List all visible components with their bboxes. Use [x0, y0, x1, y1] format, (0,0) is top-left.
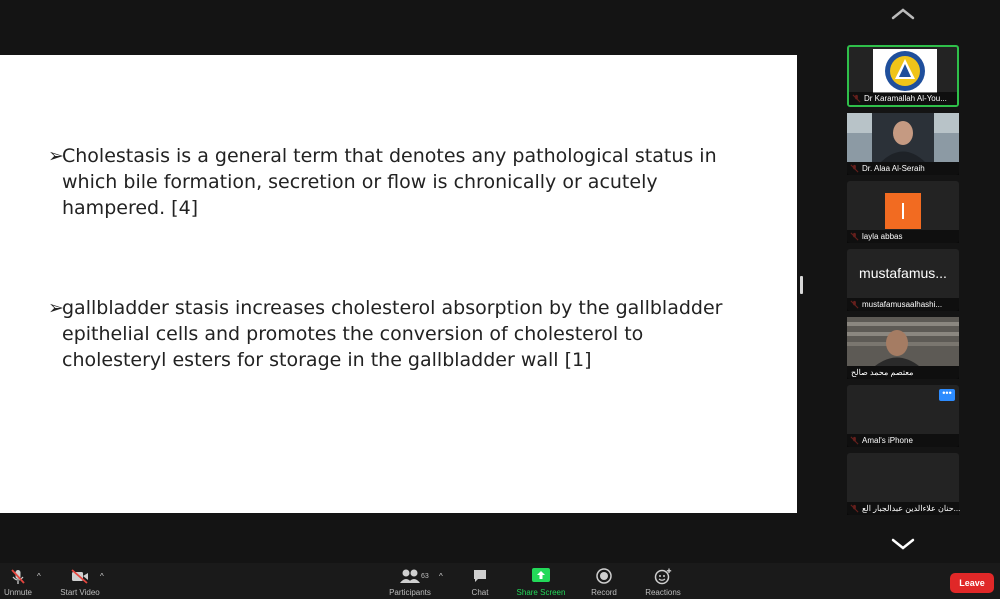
reactions-label: Reactions — [645, 588, 681, 597]
participant-name: Amal's iPhone — [847, 434, 959, 447]
chat-button[interactable] — [462, 563, 498, 599]
video-options-caret-icon[interactable]: ^ — [100, 572, 104, 581]
start-video-button[interactable] — [55, 563, 105, 599]
share-screen-icon — [532, 568, 550, 582]
start-video-label: Start Video — [60, 588, 100, 597]
unmute-button[interactable] — [0, 563, 36, 599]
bullet-arrow-icon: ➢ — [48, 297, 64, 319]
participant-tile[interactable] — [847, 113, 959, 175]
participant-video — [847, 113, 959, 162]
university-logo-icon — [873, 49, 937, 93]
unmute-label: Unmute — [3, 588, 32, 597]
more-options-button[interactable]: ••• — [939, 389, 955, 401]
meeting-toolbar — [0, 563, 1000, 599]
leave-button[interactable]: Leave — [950, 573, 994, 593]
participants-options-caret-icon[interactable]: ^ — [439, 572, 443, 581]
slide-bullet — [48, 295, 748, 373]
record-label: Record — [591, 588, 617, 597]
participant-tile[interactable] — [847, 317, 959, 379]
gallery-down-chevron-icon[interactable] — [888, 533, 918, 555]
profile-avatar — [885, 193, 921, 229]
split-resize-handle[interactable] — [800, 276, 803, 294]
participant-name: layla abbas — [847, 230, 959, 243]
shared-screen — [0, 55, 797, 513]
record-icon — [596, 568, 612, 584]
share-screen-button[interactable] — [512, 563, 570, 599]
participant-tile[interactable] — [847, 385, 959, 447]
participant-tile[interactable] — [847, 249, 959, 311]
audio-options-caret-icon[interactable]: ^ — [37, 572, 41, 581]
bullet-arrow-icon: ➢ — [48, 145, 64, 167]
muted-mic-icon — [9, 568, 27, 586]
participant-name: Dr. Alaa Al-Seraih — [847, 162, 959, 175]
participant-name: Dr Karamallah Al-You... — [849, 92, 957, 105]
participant-display-name: mustafamus... — [859, 265, 947, 281]
participants-button[interactable] — [385, 563, 435, 599]
participant-tile[interactable] — [847, 45, 959, 107]
reactions-icon — [654, 568, 672, 584]
video-off-icon — [70, 568, 90, 584]
chat-label: Chat — [471, 588, 489, 597]
participants-label: Participants — [389, 588, 431, 597]
slide-bullet — [48, 143, 748, 221]
gallery-up-chevron-icon[interactable] — [888, 3, 918, 25]
share-screen-label: Share Screen — [516, 588, 566, 597]
chat-icon — [472, 568, 488, 584]
participant-name: حنان علاءالدين عبدالجبار الع... — [847, 502, 959, 515]
slide-bullet-text: gallbladder stasis increases cholesterol absorption by the gallbladder epithelial cells and promotes the conversion of cholesterol to cholesteryl esters for storage in the gallbladder wall [1] — [62, 297, 723, 371]
slide-bullet-text: Cholestasis is a general term that denotes any pathological status in which bile formation, secretion or flow is chronically or acutely hampered. [4] — [62, 145, 717, 219]
participants-icon — [399, 568, 421, 584]
participants-count: 63 — [421, 573, 429, 580]
reactions-button[interactable] — [640, 563, 686, 599]
record-button[interactable] — [586, 563, 622, 599]
participant-tile[interactable] — [847, 181, 959, 243]
participant-name: mustafamusaalhashi... — [847, 298, 959, 311]
participant-name: معتصم محمد صالح — [847, 366, 959, 379]
participant-tile[interactable] — [847, 453, 959, 515]
participant-video — [847, 317, 959, 366]
